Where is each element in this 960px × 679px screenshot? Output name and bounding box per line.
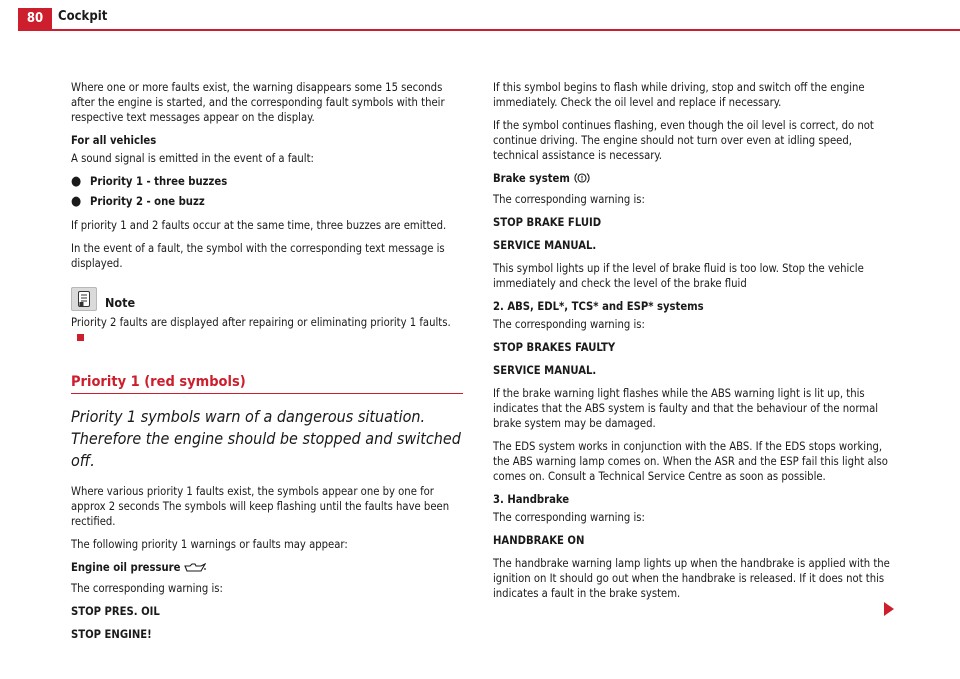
paragraph: Where various priority 1 faults exist, the symbols appear one by one for approx 2 seconds The symbols will keep flashing until the faults have been rectified.: [71, 485, 450, 528]
paragraph: The EDS system works in conjunction with the ABS. If the EDS stops working, the ABS warning lamp comes on. When the ASR and the ESP fail this light also comes on. Consult a Technical Service Centre as soon as possible.: [493, 440, 888, 483]
oil-pressure-heading: [71, 560, 463, 577]
brake-system-label: Brake system: [493, 172, 570, 185]
section-intro: Priority 1 symbols warn of a dangerous situation. Therefore the engine should be stopped and switched off.: [71, 407, 461, 470]
note-title: Note: [105, 295, 136, 310]
warning-message: SERVICE MANUAL.: [493, 239, 597, 252]
chapter-title: Cockpit: [58, 9, 108, 24]
note-text-content: Priority 2 faults are displayed after repairing or eliminating priority 1 faults.: [71, 316, 451, 329]
paragraph: The corresponding warning is:: [71, 582, 223, 595]
list-item-label: Priority 1 - three buzzes: [90, 175, 228, 188]
bullet-icon: ●: [71, 174, 82, 189]
left-column: [71, 80, 463, 650]
paragraph: If priority 1 and 2 faults occur at the same time, three buzzes are emitted.: [71, 219, 447, 232]
note-header: [71, 287, 463, 311]
note-icon: [71, 287, 97, 311]
paragraph: If the brake warning light flashes while the ABS warning light is lit up, this indicates that the ABS system is faulty and that the behaviour of the normal brake system may be damaged.: [493, 387, 879, 430]
paragraph: The corresponding warning is:: [493, 318, 645, 331]
note-text: [71, 315, 463, 345]
bullet-icon: ●: [71, 194, 82, 209]
warning-message: STOP PRES. OIL: [71, 605, 160, 618]
paragraph: If the symbol continues flashing, even though the oil level is correct, do not continue driving. The engine should not turn over even at idling speed, technical assistance is necessary.: [493, 119, 874, 162]
warning-message: SERVICE MANUAL.: [493, 364, 597, 377]
warning-message: HANDBRAKE ON: [493, 534, 585, 547]
continue-arrow-icon: [884, 602, 894, 616]
list-item: [71, 174, 463, 189]
paragraph: This symbol lights up if the level of brake fluid is too low. Stop the vehicle immediately and check the level of the brake fluid: [493, 262, 864, 290]
paragraph: The corresponding warning is:: [493, 511, 645, 524]
paragraph: In the event of a fault, the symbol with the corresponding text message is displayed.: [71, 242, 445, 270]
warning-message: STOP BRAKES FAULTY: [493, 341, 616, 354]
page-number: 80: [18, 8, 52, 30]
paragraph: The handbrake warning lamp lights up when the handbrake is applied with the ignition on It should go out when the handbrake is released. If it does not this indicates a fault in the brake system.: [493, 557, 890, 600]
oil-can-icon: [184, 562, 206, 577]
brake-system-heading: [493, 171, 893, 188]
subheading-all-vehicles: For all vehicles: [71, 134, 157, 147]
right-column: [493, 80, 893, 609]
paragraph: The corresponding warning is:: [493, 193, 645, 206]
handbrake-heading: 3. Handbrake: [493, 493, 570, 506]
paragraph: The following priority 1 warnings or faults may appear:: [71, 538, 348, 551]
paragraph: Where one or more faults exist, the warning disappears some 15 seconds after the engine is started, and the corresponding fault symbols with their respective text messages appear on the display.: [71, 81, 445, 124]
end-of-section-icon: [77, 334, 84, 341]
list-item-label: Priority 2 - one buzz: [90, 195, 205, 208]
oil-pressure-label: Engine oil pressure: [71, 561, 181, 574]
abs-heading: 2. ABS, EDL*, TCS* and ESP* systems: [493, 300, 704, 313]
warning-message: STOP BRAKE FLUID: [493, 216, 602, 229]
warning-message: STOP ENGINE!: [71, 628, 152, 641]
paragraph: If this symbol begins to flash while driving, stop and switch off the engine immediately. Check the oil level and replace if necessary.: [493, 81, 865, 109]
brake-warning-icon: [574, 172, 590, 188]
section-title: Priority 1 (red symbols): [71, 375, 463, 394]
header-divider: [18, 29, 960, 31]
paragraph: A sound signal is emitted in the event of a fault:: [71, 152, 314, 165]
list-item: [71, 194, 463, 209]
page-header: [0, 0, 960, 30]
